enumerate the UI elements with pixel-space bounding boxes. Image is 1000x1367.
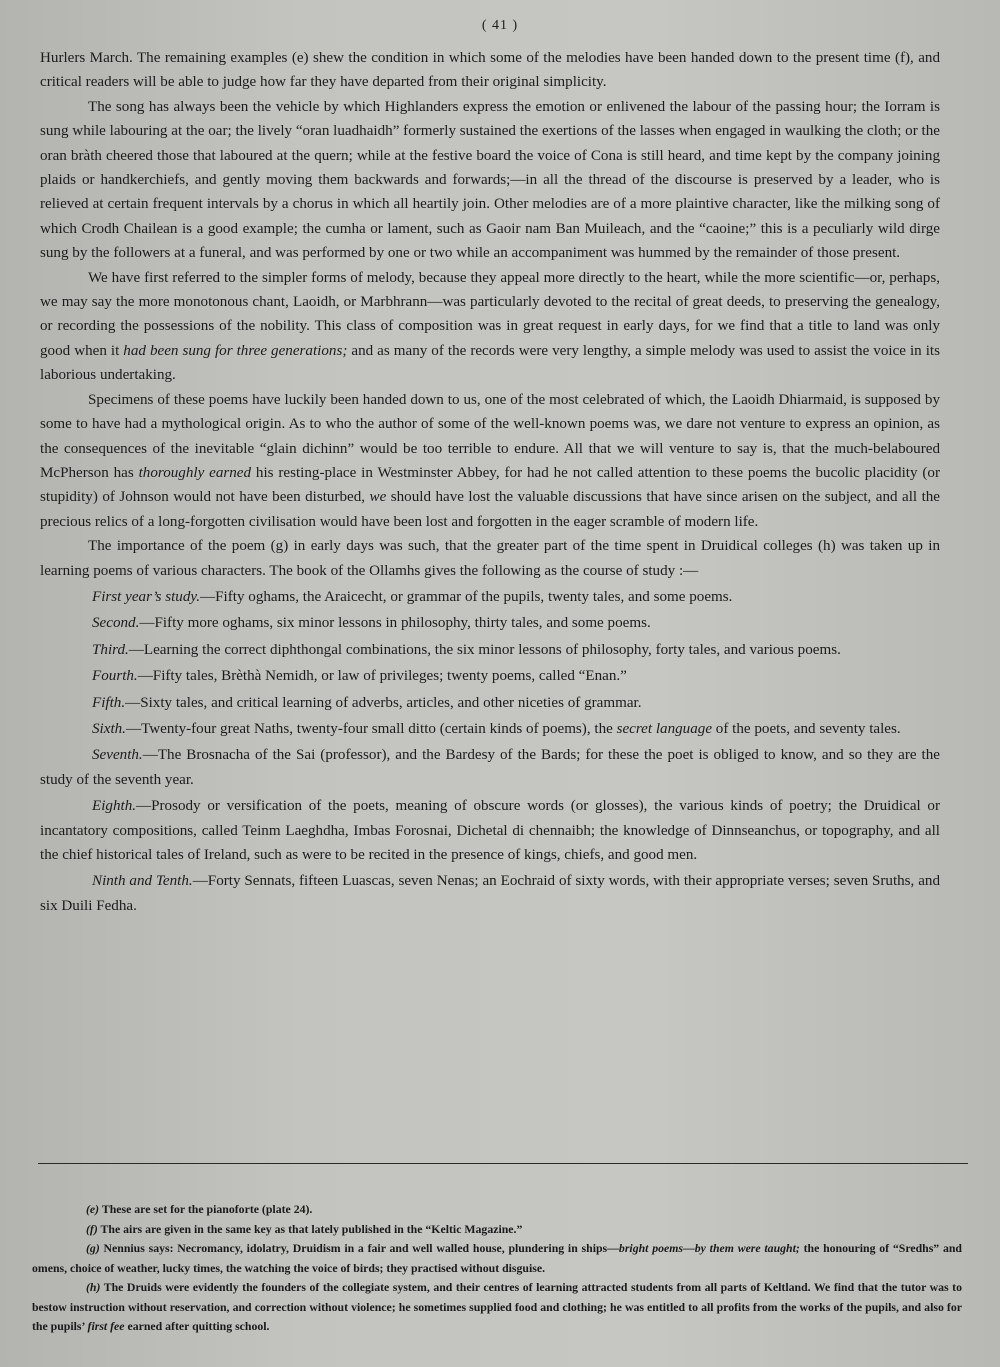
course-year-3 — [40, 638, 940, 662]
course-year-5 — [40, 691, 940, 715]
course-label: Ninth and Tenth. — [92, 873, 193, 890]
text-run: We have first referred to the simpler forms of melody, because they appeal more directly to the heart, while the more scientific—or, perhaps, we may say the more monotonous chant, Laoidh, or Marbhrann—was particularly devoted to the recital of great deeds, to preserving the genealogy, or recording the possessions of the nobility. This class of composition was in great request in early days, for we find that a title to land was only good when it — [40, 269, 940, 359]
text-run: —Fifty tales, Brèthà Nemidh, or law of privileges; twenty poems, called “Enan.” — [137, 668, 627, 685]
footnote-note-f — [32, 1220, 962, 1240]
text-run: —Learning the correct diphthongal combinations, the six minor lessons of philosophy, forty tales, and various poems. — [128, 641, 841, 658]
text-run: The airs are given in the same key as that lately published in the “Keltic Magazine.” — [97, 1221, 523, 1236]
course-year-1 — [40, 585, 940, 609]
text-run: —Prosody or versification of the poets, meaning of obscure words (or glosses), the various kinds of poetry; the Druidical or incantatory compositions, called Teinm Laeghdha, Imbas Forosnai, Dichetal di chennaibh; the knowledge of Dinnseanchus, or topography, and all the chief historical tales of Ireland, such as were to be recited in the presence of kings, chiefs, and good men. — [40, 798, 940, 863]
text-run: Nennius says: Necromancy, idolatry, Druidism in a fair and well walled house, plundering in ships— — [99, 1241, 619, 1255]
footnotes — [32, 1200, 962, 1337]
footnote-note-e — [32, 1200, 962, 1220]
italic-text: thoroughly earned — [138, 464, 252, 481]
course-label: Second. — [92, 615, 140, 632]
text-run: Hurlers March. The remaining examples (e) shew the condition in which some of the melodies have been handed down to the present time (f), and critical readers will be able to judge how far they have departed from their original simplicity. — [40, 50, 940, 91]
text-run: Specimens of these poems have luckily been handed down to us, one of the most celebrated of which, the Laoidh Dhiarmaid, is supposed by some to have had a mythological origin. As to who the author of some of the well-known poems was, we dare not venture to express an opinion, as the consequences of the inevitable “glain dichinn” would be too terrible to endure. All that we will venture to say is, that the much-belaboured McPherson has — [40, 391, 940, 481]
course-year-9-10 — [40, 869, 940, 918]
paragraph-p-hurlers — [40, 46, 940, 95]
paragraph-p-specimens — [40, 388, 940, 534]
text-run: The song has always been the vehicle by which Highlanders express the emotion or enlivened the labour of the passing hour; the Iorram is sung while labouring at the oar; the lively “oran luadhaidh” formerly sustained the exertions of the lasses when engaged in waulking the cloth; or the oran bràth cheered those that laboured at the quern; while at the festive board the voice of Cona is still heard, and time kept by the company joining plaids or handkerchiefs, and gently moving them backwards and forwards;—in all the thread of the discourse is preserved by a leader, who is relieved at certain frequent intervals by a chorus in which all heartily join. Other melodies are of a more plaintive character, like the milking song of which Crodh Chailean is a good example; the cumha or lament, such as Gaoir nam Ban Muileach, and the “caoine;” this is a peculiarly wild dirge sung by the followers at a funeral, and was performed by one or two while an accompaniment was hummed by the remainder of those present. — [40, 98, 940, 262]
course-label: Fifth. — [92, 694, 126, 711]
course-year-6 — [40, 717, 940, 741]
text-run: of the poets, and seventy tales. — [712, 720, 901, 737]
course-year-7 — [40, 743, 940, 792]
footnote-divider — [38, 1163, 968, 1164]
text-run: The importance of the poem (g) in early days was such, that the greater part of the time spent in Druidical colleges (h) was taken up in learning poems of various characters. The book of the Ollamhs gives the following as the course of study :— — [40, 538, 940, 579]
text-run: —Forty Sennats, fifteen Luascas, seven Nenas; an Eochraid of sixty words, with their appropriate verses; seven Sruths, and six Duili Fedha. — [40, 873, 940, 914]
text-run: the honouring of “Sredhs” and omens, choice of weather, lucky times, the watching the voice of birds; they practised without disguise. — [32, 1241, 962, 1275]
text-run: —Fifty more oghams, six minor lessons in philosophy, thirty tales, and some poems. — [139, 615, 651, 632]
course-label: Seventh. — [92, 747, 143, 764]
text-run: earned after quitting school. — [124, 1319, 270, 1333]
course-label: Sixth. — [92, 720, 126, 737]
paragraph-p-song — [40, 95, 940, 266]
italic-text: had been sung for three generations; — [123, 342, 348, 359]
text-run: and as many of the records were very lengthy, a simple melody was used to assist the voice in its laborious undertaking. — [40, 342, 940, 384]
paragraph-p-simpler — [40, 266, 940, 388]
text-run: —The Brosnacha of the Sai (professor), and the Bardesy of the Bards; for these the poet is obliged to know, and so they are the study of the seventh year. — [40, 747, 940, 788]
course-year-8 — [40, 794, 940, 867]
course-label: First year’s study. — [92, 588, 201, 605]
italic-text: secret language — [616, 720, 713, 737]
footnote-marker: (f) — [86, 1221, 98, 1236]
italic-text: bright poems—by them were taught; — [618, 1241, 800, 1255]
text-run: his resting-place in Westminster Abbey, for had he not called attention to these poems the bucolic placidity (or stupidity) of Johnson would not have been disturbed, — [40, 464, 940, 506]
text-run: should have lost the valuable discussions that have since arisen on the subject, and all the precious relics of a long-forgotten civilisation would have been lost and forgotten in the eager scramble of modern life. — [40, 489, 941, 530]
italic-text: first fee — [87, 1319, 125, 1333]
page-number: ( 41 ) — [481, 18, 519, 33]
footnote-note-h — [32, 1278, 962, 1337]
text-run: The Druids were evidently the founders of the collegiate system, and their centres of learning attracted students from all parts of Keltland. We find that the tutor was to bestow instruction without reservation, and correction without violence; he sometimes supplied food and clothing; he was entitled to all profits from the works of the pupils, and also for the pupils’ — [32, 1280, 962, 1333]
paragraph-p-importance — [40, 534, 940, 583]
course-year-2 — [40, 611, 940, 635]
italic-text: we — [369, 489, 387, 506]
footnote-marker: (h) — [86, 1280, 101, 1294]
text-run: These are set for the pianoforte (plate 24). — [99, 1202, 313, 1216]
text-run: —Fifty oghams, the Araicecht, or grammar of the pupils, twenty tales, and some poems. — [200, 588, 733, 605]
footnote-marker: (e) — [86, 1202, 100, 1216]
course-year-4 — [40, 664, 940, 688]
course-label: Eighth. — [92, 798, 137, 815]
body-text — [40, 46, 940, 918]
course-label: Fourth. — [92, 668, 138, 685]
text-run: —Twenty-four great Naths, twenty-four small ditto (certain kinds of poems), the — [125, 720, 617, 737]
footnote-marker: (g) — [86, 1241, 100, 1255]
footnote-note-g — [32, 1239, 962, 1278]
course-label: Third. — [92, 641, 129, 658]
text-run: —Sixty tales, and critical learning of adverbs, articles, and other niceties of grammar. — [125, 694, 642, 711]
